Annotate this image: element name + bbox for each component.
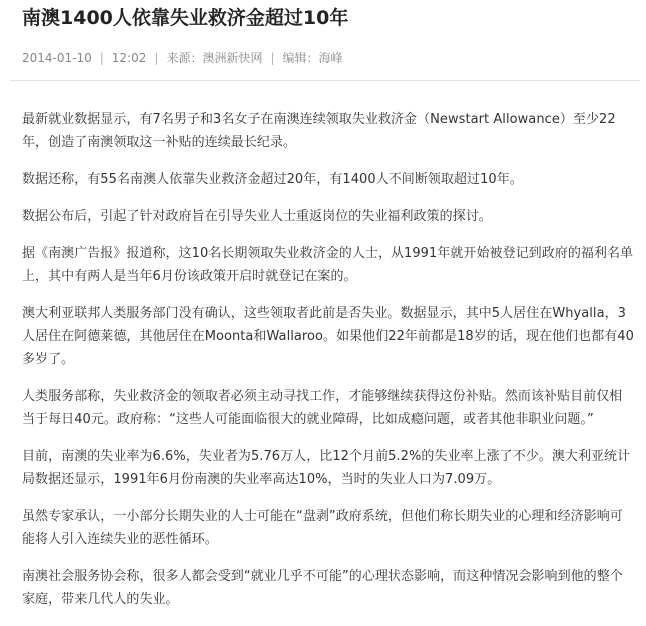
- meta-separator: |: [154, 51, 159, 65]
- article-paragraph: 南澳社会服务协会称，很多人都会受到“就业几乎不可能”的心理状态影响，而这种情况会影响到他的整个家庭，带来几代人的失业。: [22, 569, 623, 607]
- article-meta: [22, 49, 343, 67]
- article-paragraph: 澳大利亚联邦人类服务部门没有确认，这些领取者此前是否失业。数据显示，其中5人居住在Whyalla，3人居住在阿德莱德，其他居住在Moonta和Wallaroo。如果他们22年前都是18岁的话，现在他们也都有40多岁了。: [22, 306, 634, 367]
- article-paragraph: 据《南澳广告报》报道称，这10名长期领取失业救济金的人士，从1991年就开始被登记到政府的福利名单上，其中有两人是当年6月份该政策开启时就登记在案的。: [22, 246, 634, 284]
- meta-separator: |: [270, 51, 275, 65]
- header-divider: [10, 80, 640, 81]
- publish-time: 12:02: [111, 51, 147, 65]
- article-body: [22, 108, 634, 625]
- article-paragraph: 数据公布后，引起了针对政府旨在引导失业人士重返岗位的失业福利政策的探讨。: [22, 209, 492, 224]
- article-source: 来源：澳洲新快网: [166, 51, 263, 65]
- article-editor: 编辑：海峰: [282, 51, 343, 65]
- article-paragraph: 目前，南澳的失业率为6.6%，失业者为5.76万人，比12个月前5.2%的失业率上涨了不少。澳大利亚统计局数据还显示，1991年6月份南澳的失业率高达10%，当时的失业人口为7.09万。: [22, 449, 631, 487]
- meta-separator: |: [99, 51, 104, 65]
- article-title: 南澳1400人依靠失业救济金超过10年: [22, 7, 349, 29]
- article-paragraph: 人类服务部称，失业救济金的领取者必须主动寻找工作，才能够继续获得这份补贴。然而该补贴目前仅相当于每日40元。政府称：“这些人可能面临很大的就业障碍，比如成瘾问题，或者其他非职业问题。”: [22, 389, 623, 427]
- article-paragraph: 最新就业数据显示，有7名男子和3名女子在南澳连续领取失业救济金（Newstart Allowance）至少22年，创造了南澳领取这一补贴的连续最长纪录。: [22, 112, 616, 150]
- article-paragraph: 数据还称，有55名南澳人依靠失业救济金超过20年，有1400人不间断领取超过10年。: [22, 172, 523, 187]
- publish-date: 2014-01-10: [22, 51, 92, 65]
- article-paragraph: 虽然专家承认，一小部分长期失业的人士可能在“盘剥”政府系统，但他们称长期失业的心理和经济影响可能将人引入连续失业的恶性循环。: [22, 509, 623, 547]
